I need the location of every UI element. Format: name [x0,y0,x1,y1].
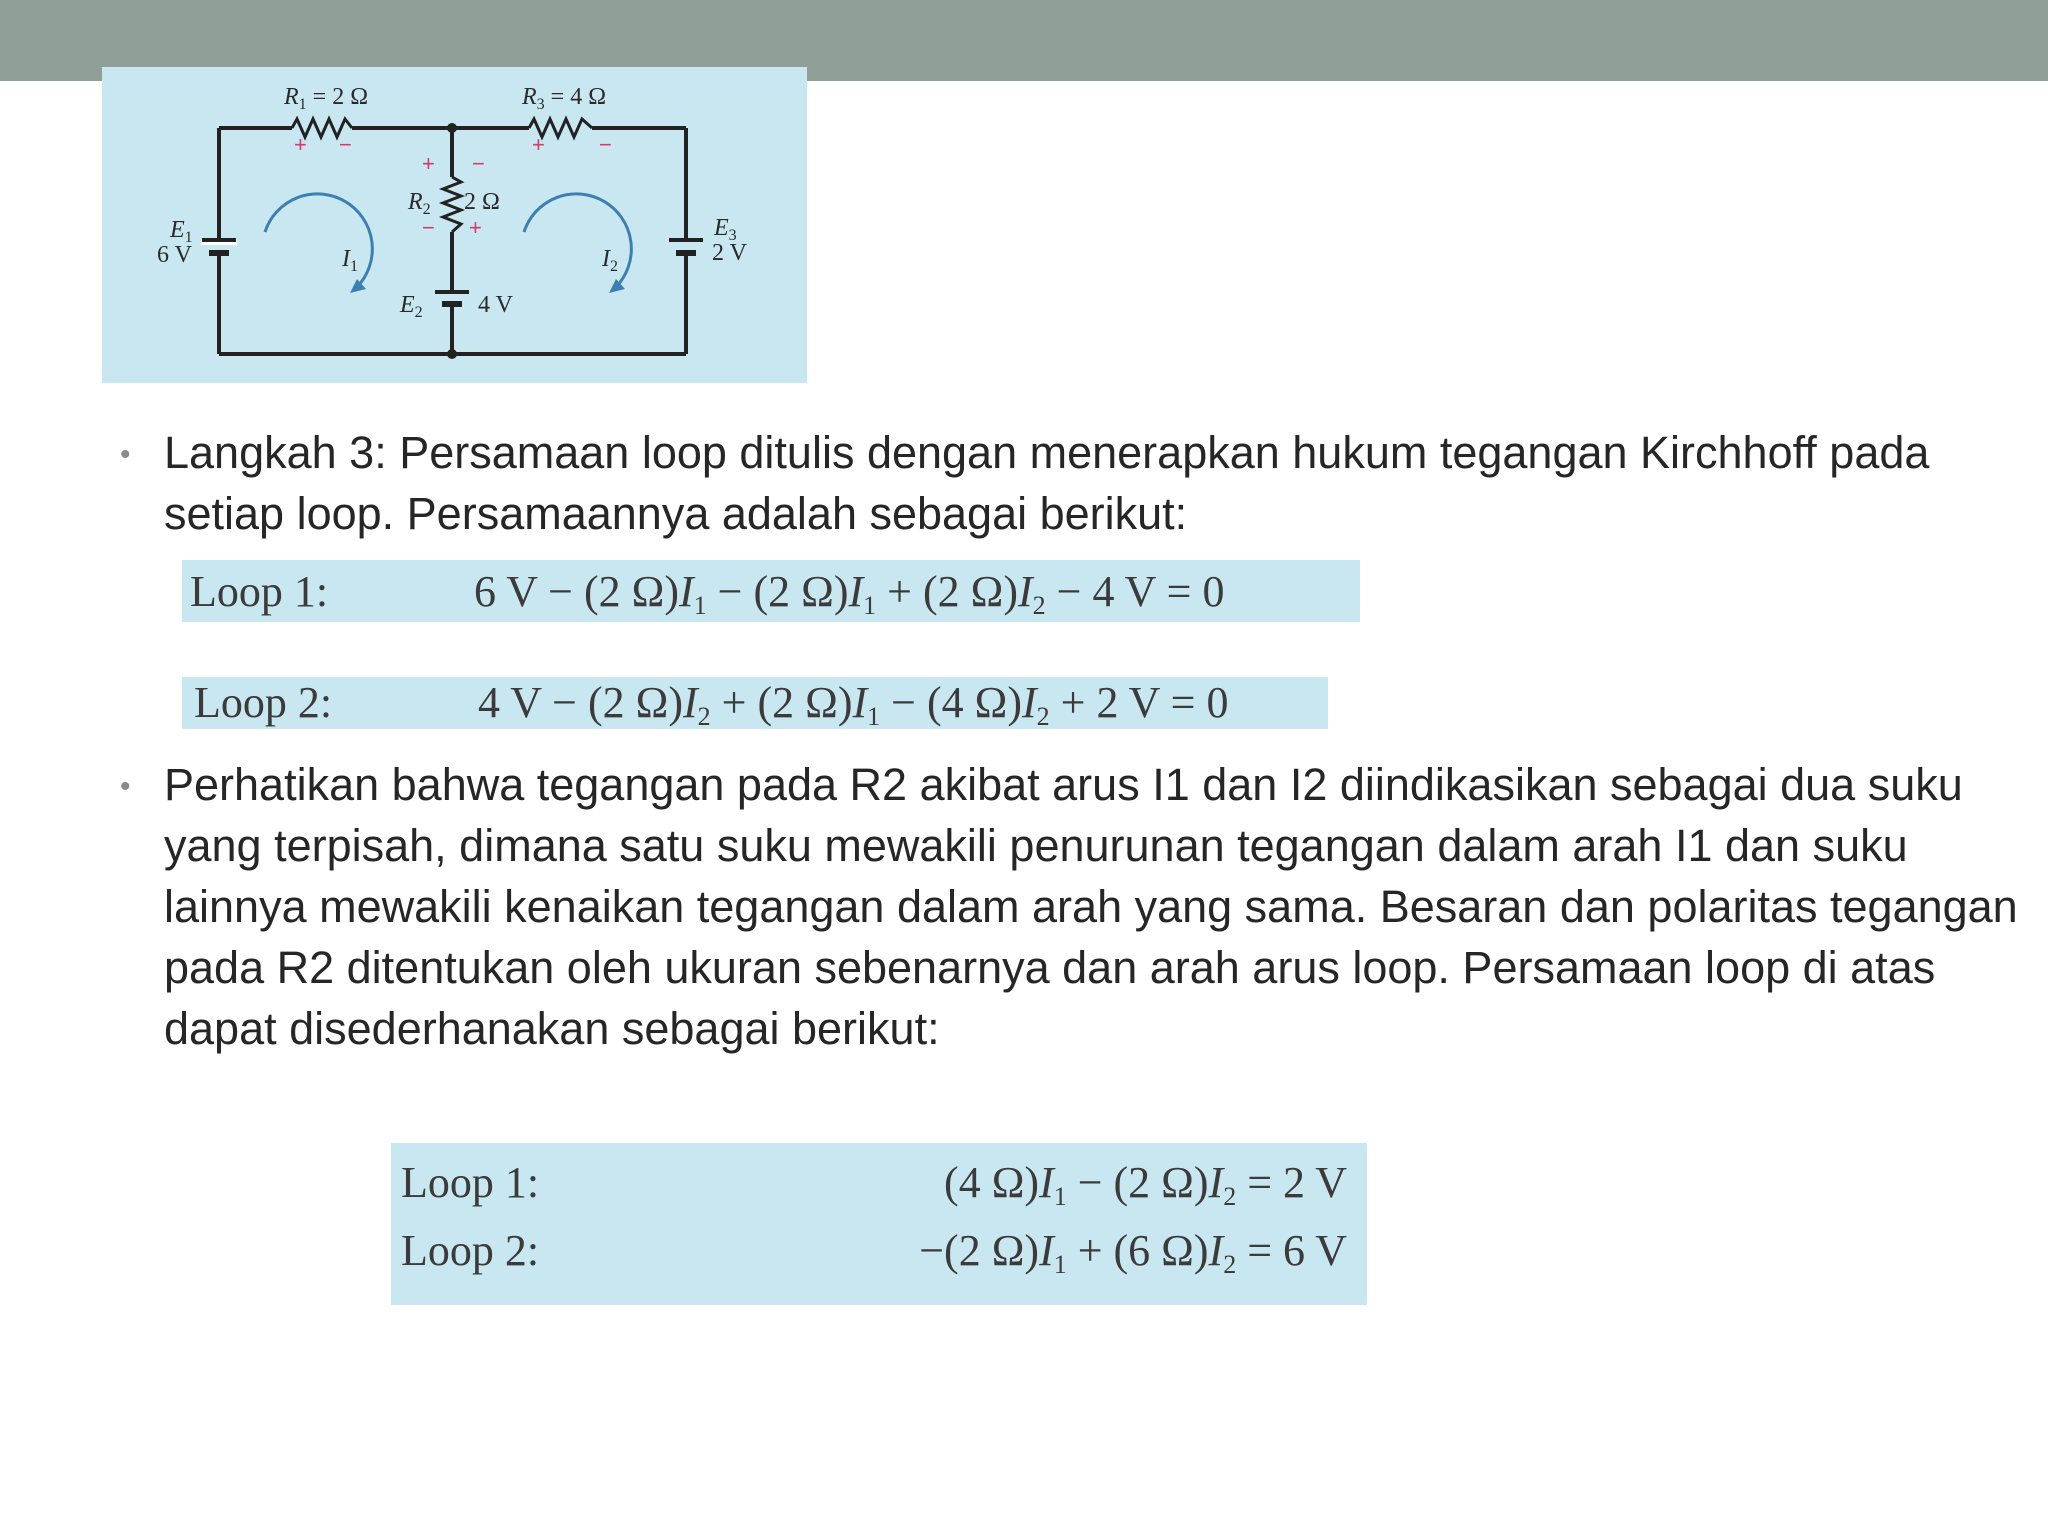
equation-simplified [391,1143,1367,1305]
r2-value: 2 Ω [464,189,500,215]
bullet-marker: • [120,438,131,471]
circuit-svg [102,67,807,383]
junction-bottom [447,349,457,359]
e2-label: $E_2$ [400,292,423,321]
simplified-loop2-equation: −(2 $\Omega)I_1 + (6$ $\Omega)I_2 = 6$ V [919,1226,1347,1279]
simplified-loop1-label: Loop 1: [401,1158,540,1207]
r3-label: $R_3 = 4$ Ω [522,84,607,113]
bullet-step3 [120,422,2044,544]
r1-plus: + [294,132,307,157]
i2-label: $I_2$ [602,246,618,275]
battery-e2 [435,292,469,304]
bullet-note [120,754,2044,1059]
junction-top [447,123,457,133]
e1-value: 6 V [157,242,192,268]
r3-plus: + [532,132,545,157]
r2-plus-bottom: + [469,215,482,240]
loop2-equation: 4 V − (2 $\Omega)I_2 + (2$ $\Omega)I_1 - (4$ $\Omega)I_2 + 2$ V = 0 [478,678,1229,731]
r2-minus-top: − [472,151,485,176]
r2-plus-top: + [422,151,435,176]
r3-minus: − [599,132,612,157]
r2-label: $R_2$ [408,189,431,218]
simplified-loop2-label: Loop 2: [401,1226,540,1275]
e2-value: 4 V [478,292,513,318]
bullet-text: Langkah 3: Persamaan loop ditulis dengan menerapkan hukum tegangan Kirchhoff pada setiap loop. Persamaannya adalah sebagai berikut: [164,427,1930,539]
circuit-diagram [102,67,807,383]
battery-e3 [669,240,703,253]
e3-label: $E_3$ [714,215,737,244]
loop1-equation: 6 V − (2 $\Omega)I_1 - (2$ $\Omega)I_1 + (2$ $\Omega)I_2 - 4$ V = 0 [474,567,1225,620]
i1-label: $I_1$ [342,246,358,275]
bullet-text: Perhatikan bahwa tegangan pada R2 akibat arus I1 dan I2 diindikasikan sebagai dua suku yang terpisah, dimana satu suku mewakili penurunan tegangan dalam arah I1 dan suku lainnya mewakili kenaikan tegangan dalam arah yang sama. Besaran dan polaritas tegangan pada R2 ditentukan oleh ukuran sebenarnya dan arah arus loop. Persamaan loop di atas dapat disederhanakan sebagai berikut: [164,759,2018,1054]
r2-minus-bottom: − [422,215,435,240]
equation-loop2 [182,677,1328,729]
bullet-marker: • [120,770,131,803]
r1-label: $R_1 = 2$ Ω [284,84,369,113]
simplified-loop1-equation: (4 $\Omega)I_1 - (2$ $\Omega)I_2 = 2$ V [944,1158,1347,1211]
battery-e1 [201,239,237,253]
loop1-label: Loop 1: [190,567,329,616]
resistor-r2 [443,177,461,232]
loop2-label: Loop 2: [194,678,333,727]
r1-minus: − [339,132,352,157]
e1-label: $E_1$ [170,217,193,246]
e3-value: 2 V [712,240,747,266]
equation-loop1 [182,560,1360,622]
